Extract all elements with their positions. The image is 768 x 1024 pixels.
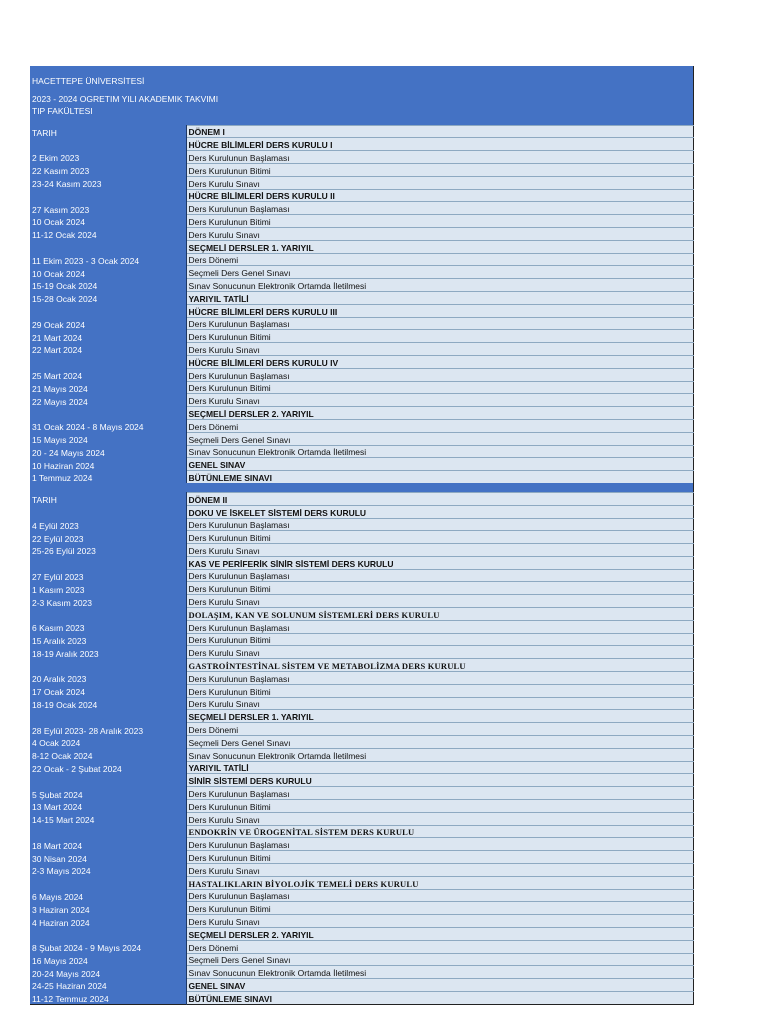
schedule-row (30, 279, 693, 292)
date-cell: 15 Mayıs 2024 (30, 432, 186, 445)
course-block-row (30, 240, 693, 253)
course-block-row (30, 928, 693, 941)
schedule-row (30, 991, 693, 1004)
event-cell: Ders Kurulu Sınavı (186, 646, 693, 659)
calendar-table (30, 66, 694, 1005)
date-cell: 22 Eylül 2023 (30, 531, 186, 544)
date-cell: 28 Eylül 2023- 28 Aralık 2023 (30, 723, 186, 736)
event-cell: Ders Kurulu Sınavı (186, 812, 693, 825)
event-cell: BÜTÜNLEME SINAVI (186, 991, 693, 1004)
schedule-row (30, 646, 693, 659)
date-cell: 23-24 Kasım 2023 (30, 176, 186, 189)
schedule-row (30, 518, 693, 531)
date-cell: 25-26 Eylül 2023 (30, 544, 186, 557)
schedule-row (30, 838, 693, 851)
event-cell: Ders Kurulu Sınavı (186, 343, 693, 356)
course-block-row (30, 876, 693, 889)
event-cell: Ders Dönemi (186, 723, 693, 736)
schedule-row (30, 966, 693, 979)
date-cell: 27 Kasım 2023 (30, 202, 186, 215)
date-cell: 8 Şubat 2024 - 9 Mayıs 2024 (30, 940, 186, 953)
course-block-row (30, 304, 693, 317)
event-cell: Sınav Sonucunun Elektronik Ortamda İletilmesi (186, 966, 693, 979)
event-cell: Ders Kurulunun Başlaması (186, 838, 693, 851)
date-cell (30, 774, 186, 787)
date-cell (30, 355, 186, 368)
date-cell: 1 Kasım 2023 (30, 582, 186, 595)
date-cell: 20 - 24 Mayıs 2024 (30, 445, 186, 458)
schedule-row (30, 633, 693, 646)
event-cell: Ders Kurulunun Başlaması (186, 202, 693, 215)
date-cell: 17 Ocak 2024 (30, 684, 186, 697)
spacer-row (30, 116, 693, 126)
schedule-row (30, 889, 693, 902)
schedule-row (30, 902, 693, 915)
event-cell: Ders Kurulunun Başlaması (186, 368, 693, 381)
schedule-row (30, 940, 693, 953)
date-cell: 25 Mart 2024 (30, 368, 186, 381)
event-cell: Ders Kurulunun Başlaması (186, 787, 693, 800)
schedule-row (30, 330, 693, 343)
event-cell: Ders Kurulunun Bitimi (186, 215, 693, 228)
event-cell: DOLAŞIM, KAN VE SOLUNUM SİSTEMLERİ DERS KURULU (186, 608, 693, 621)
date-cell: 6 Mayıs 2024 (30, 889, 186, 902)
event-cell: Ders Kurulu Sınavı (186, 227, 693, 240)
event-cell: SEÇMELİ DERSLER 1. YARIYIL (186, 710, 693, 723)
date-cell: 27 Eylül 2023 (30, 569, 186, 582)
event-cell: Ders Kurulunun Bitimi (186, 381, 693, 394)
term-heading: DÖNEM I (186, 125, 693, 138)
event-cell: Ders Kurulunun Başlaması (186, 151, 693, 164)
course-block-row (30, 138, 693, 151)
schedule-row (30, 569, 693, 582)
schedule-row (30, 684, 693, 697)
course-block-row (30, 659, 693, 672)
schedule-row (30, 544, 693, 557)
date-cell: 11-12 Temmuz 2024 (30, 991, 186, 1004)
event-cell: GENEL SINAV (186, 979, 693, 992)
date-cell: 14-15 Mart 2024 (30, 812, 186, 825)
date-cell (30, 876, 186, 889)
schedule-row (30, 432, 693, 445)
event-cell: HÜCRE BİLİMLERİ DERS KURULU IV (186, 355, 693, 368)
event-cell: HÜCRE BİLİMLERİ DERS KURULU II (186, 189, 693, 202)
date-cell: 31 Ocak 2024 - 8 Mayıs 2024 (30, 419, 186, 432)
date-cell: 5 Şubat 2024 (30, 787, 186, 800)
event-cell: SEÇMELİ DERSLER 1. YARIYIL (186, 240, 693, 253)
event-cell: Ders Kurulunun Başlaması (186, 672, 693, 685)
schedule-row (30, 291, 693, 304)
date-cell: 11-12 Ocak 2024 (30, 227, 186, 240)
event-cell: SİNİR SİSTEMİ DERS KURULU (186, 774, 693, 787)
event-cell: GASTROİNTESTİNAL SİSTEM VE METABOLİZMA DERS KURULU (186, 659, 693, 672)
event-cell: Ders Kurulunun Bitimi (186, 582, 693, 595)
event-cell: YARIYIL TATİLİ (186, 291, 693, 304)
schedule-row (30, 915, 693, 928)
date-cell: 10 Ocak 2024 (30, 266, 186, 279)
event-cell: YARIYIL TATİLİ (186, 761, 693, 774)
date-cell: 2 Ekim 2023 (30, 151, 186, 164)
date-cell: 11 Ekim 2023 - 3 Ocak 2024 (30, 253, 186, 266)
calendar-title: 2023 - 2024 OGRETIM YILI AKADEMIK TAKVIMI (30, 92, 693, 104)
date-cell (30, 608, 186, 621)
faculty-row (30, 104, 693, 116)
date-cell (30, 505, 186, 518)
schedule-row (30, 864, 693, 877)
event-cell: Ders Kurulunun Bitimi (186, 531, 693, 544)
event-cell: Ders Dönemi (186, 940, 693, 953)
event-cell: Seçmeli Ders Genel Sınavı (186, 736, 693, 749)
event-cell: Ders Kurulunun Bitimi (186, 684, 693, 697)
schedule-row (30, 697, 693, 710)
date-cell: 24-25 Haziran 2024 (30, 979, 186, 992)
event-cell: BÜTÜNLEME SINAVI (186, 471, 693, 483)
event-cell: SEÇMELİ DERSLER 2. YARIYIL (186, 928, 693, 941)
schedule-row (30, 458, 693, 471)
date-cell (30, 189, 186, 202)
date-cell: 30 Nisan 2024 (30, 851, 186, 864)
schedule-row (30, 368, 693, 381)
schedule-row (30, 531, 693, 544)
schedule-row (30, 620, 693, 633)
date-cell: 6 Kasım 2023 (30, 620, 186, 633)
date-cell: 16 Mayıs 2024 (30, 953, 186, 966)
event-cell: Ders Kurulunun Başlaması (186, 620, 693, 633)
schedule-row (30, 381, 693, 394)
event-cell: Ders Kurulu Sınavı (186, 595, 693, 608)
event-cell: Seçmeli Ders Genel Sınavı (186, 953, 693, 966)
date-cell: 20 Aralık 2023 (30, 672, 186, 685)
date-cell (30, 710, 186, 723)
date-cell: 29 Ocak 2024 (30, 317, 186, 330)
date-cell (30, 240, 186, 253)
date-cell: 18 Mart 2024 (30, 838, 186, 851)
date-cell: 10 Ocak 2024 (30, 215, 186, 228)
date-cell: 13 Mart 2024 (30, 800, 186, 813)
schedule-row (30, 851, 693, 864)
event-cell: Ders Dönemi (186, 253, 693, 266)
course-block-row (30, 355, 693, 368)
event-cell: Seçmeli Ders Genel Sınavı (186, 266, 693, 279)
date-cell: TARIH (30, 125, 186, 138)
course-block-row (30, 407, 693, 420)
schedule-row (30, 343, 693, 356)
event-cell: Ders Kurulu Sınavı (186, 544, 693, 557)
date-cell: 20-24 Mayıs 2024 (30, 966, 186, 979)
date-cell: 22 Kasım 2023 (30, 163, 186, 176)
date-cell (30, 659, 186, 672)
section-header-row (30, 492, 693, 505)
event-cell: Ders Kurulunun Başlaması (186, 518, 693, 531)
schedule-row (30, 582, 693, 595)
course-block-row (30, 710, 693, 723)
event-cell: Ders Kurulunun Bitimi (186, 902, 693, 915)
schedule-row (30, 761, 693, 774)
date-cell (30, 304, 186, 317)
schedule-row (30, 176, 693, 189)
event-cell: Ders Kurulu Sınavı (186, 915, 693, 928)
date-cell: 22 Ocak - 2 Şubat 2024 (30, 761, 186, 774)
date-cell: 15-28 Ocak 2024 (30, 291, 186, 304)
schedule-row (30, 253, 693, 266)
event-cell: KAS VE PERİFERİK SİNİR SİSTEMİ DERS KURULU (186, 556, 693, 569)
date-cell: 2-3 Kasım 2023 (30, 595, 186, 608)
date-cell: 1 Temmuz 2024 (30, 471, 186, 483)
course-block-row (30, 825, 693, 838)
schedule-row (30, 227, 693, 240)
event-cell: Ders Kurulunun Başlaması (186, 317, 693, 330)
spacer-row (30, 483, 693, 493)
date-cell: 4 Eylül 2023 (30, 518, 186, 531)
date-cell: 21 Mart 2024 (30, 330, 186, 343)
section-header-row (30, 125, 693, 138)
schedule-row (30, 317, 693, 330)
schedule-row (30, 419, 693, 432)
date-cell: 10 Haziran 2024 (30, 458, 186, 471)
date-cell (30, 825, 186, 838)
event-cell: HÜCRE BİLİMLERİ DERS KURULU I (186, 138, 693, 151)
schedule-row (30, 471, 693, 483)
date-cell: TARIH (30, 492, 186, 505)
schedule-row (30, 979, 693, 992)
event-cell: GENEL SINAV (186, 458, 693, 471)
event-cell: Ders Kurulu Sınavı (186, 176, 693, 189)
schedule-row (30, 215, 693, 228)
event-cell: Seçmeli Ders Genel Sınavı (186, 432, 693, 445)
event-cell: Ders Kurulunun Bitimi (186, 330, 693, 343)
event-cell: Ders Kurulunun Bitimi (186, 851, 693, 864)
event-cell: HÜCRE BİLİMLERİ DERS KURULU III (186, 304, 693, 317)
schedule-row (30, 202, 693, 215)
schedule-row (30, 672, 693, 685)
event-cell: Sınav Sonucunun Elektronik Ortamda İletilmesi (186, 279, 693, 292)
date-cell: 15-19 Ocak 2024 (30, 279, 186, 292)
date-cell: 18-19 Ocak 2024 (30, 697, 186, 710)
schedule-row (30, 748, 693, 761)
date-cell: 8-12 Ocak 2024 (30, 748, 186, 761)
schedule-row (30, 800, 693, 813)
date-cell: 2-3 Mayıs 2024 (30, 864, 186, 877)
faculty-name: TIP FAKÜLTESI (30, 104, 693, 116)
schedule-row (30, 812, 693, 825)
course-block-row (30, 189, 693, 202)
schedule-row (30, 151, 693, 164)
event-cell: ENDOKRİN VE ÜROGENİTAL SİSTEM DERS KURULU (186, 825, 693, 838)
date-cell: 15 Aralık 2023 (30, 633, 186, 646)
event-cell: Sınav Sonucunun Elektronik Ortamda İletilmesi (186, 445, 693, 458)
title-row (30, 72, 693, 86)
course-block-row (30, 608, 693, 621)
event-cell: Ders Kurulunun Bitimi (186, 633, 693, 646)
date-cell (30, 407, 186, 420)
university-name: HACETTEPE ÜNİVERSİTESİ (30, 72, 693, 86)
schedule-row (30, 394, 693, 407)
date-cell (30, 556, 186, 569)
event-cell: DOKU VE İSKELET SİSTEMİ DERS KURULU (186, 505, 693, 518)
date-cell: 18-19 Aralık 2023 (30, 646, 186, 659)
schedule-row (30, 787, 693, 800)
schedule-row (30, 445, 693, 458)
event-cell: Ders Kurulunun Bitimi (186, 800, 693, 813)
event-cell: HASTALIKLARIN BİYOLOJİK TEMELİ DERS KURULU (186, 876, 693, 889)
term-heading: DÖNEM II (186, 492, 693, 505)
course-block-row (30, 505, 693, 518)
event-cell: SEÇMELİ DERSLER 2. YARIYIL (186, 407, 693, 420)
date-cell: 22 Mart 2024 (30, 343, 186, 356)
event-cell: Ders Kurulu Sınavı (186, 394, 693, 407)
event-cell: Ders Kurulunun Başlaması (186, 889, 693, 902)
event-cell: Sınav Sonucunun Elektronik Ortamda İletilmesi (186, 748, 693, 761)
spacer-cell (30, 483, 693, 493)
date-cell: 21 Mayıs 2024 (30, 381, 186, 394)
event-cell: Ders Kurulunun Başlaması (186, 569, 693, 582)
schedule-row (30, 723, 693, 736)
schedule-row (30, 736, 693, 749)
subtitle-row (30, 92, 693, 104)
date-cell: 4 Ocak 2024 (30, 736, 186, 749)
event-cell: Ders Kurulu Sınavı (186, 864, 693, 877)
course-block-row (30, 556, 693, 569)
event-cell: Ders Dönemi (186, 419, 693, 432)
date-cell (30, 138, 186, 151)
schedule-row (30, 266, 693, 279)
schedule-row (30, 953, 693, 966)
date-cell: 22 Mayıs 2024 (30, 394, 186, 407)
schedule-row (30, 595, 693, 608)
date-cell: 3 Haziran 2024 (30, 902, 186, 915)
course-block-row (30, 774, 693, 787)
event-cell: Ders Kurulu Sınavı (186, 697, 693, 710)
date-cell (30, 928, 186, 941)
event-cell: Ders Kurulunun Bitimi (186, 163, 693, 176)
schedule-row (30, 163, 693, 176)
date-cell: 4 Haziran 2024 (30, 915, 186, 928)
